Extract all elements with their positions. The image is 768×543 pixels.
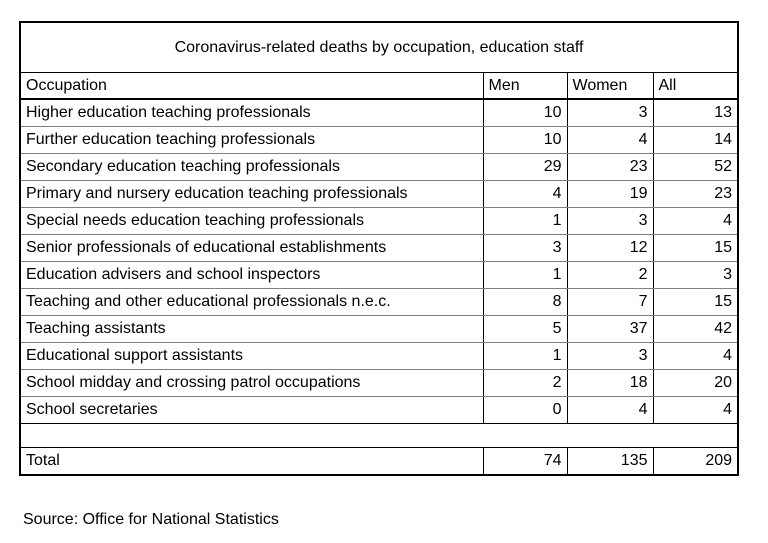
table-row xyxy=(20,315,738,342)
all-cell: 14 xyxy=(653,126,738,153)
total-all: 209 xyxy=(653,447,738,475)
all-cell: 15 xyxy=(653,234,738,261)
all-cell: 20 xyxy=(653,369,738,396)
table-row xyxy=(20,126,738,153)
women-cell: 12 xyxy=(567,234,653,261)
all-cell: 23 xyxy=(653,180,738,207)
men-cell: 4 xyxy=(483,180,567,207)
table-row xyxy=(20,99,738,126)
women-cell: 3 xyxy=(567,342,653,369)
table-row xyxy=(20,261,738,288)
column-header-all: All xyxy=(653,72,738,99)
women-cell: 18 xyxy=(567,369,653,396)
occupation-cell: Teaching and other educational professionals n.e.c. xyxy=(20,288,483,315)
women-cell: 3 xyxy=(567,207,653,234)
men-cell: 1 xyxy=(483,207,567,234)
total-men: 74 xyxy=(483,447,567,475)
men-cell: 2 xyxy=(483,369,567,396)
table-row xyxy=(20,396,738,423)
table-row xyxy=(20,153,738,180)
men-cell: 1 xyxy=(483,261,567,288)
men-cell: 5 xyxy=(483,315,567,342)
all-cell: 52 xyxy=(653,153,738,180)
women-cell: 23 xyxy=(567,153,653,180)
all-cell: 4 xyxy=(653,207,738,234)
header-row xyxy=(20,72,738,99)
occupation-cell: Primary and nursery education teaching professionals xyxy=(20,180,483,207)
men-cell: 10 xyxy=(483,99,567,126)
men-cell: 10 xyxy=(483,126,567,153)
spacer-cell xyxy=(20,423,738,447)
table-row xyxy=(20,180,738,207)
occupation-cell: Special needs education teaching professionals xyxy=(20,207,483,234)
all-cell: 13 xyxy=(653,99,738,126)
occupation-cell: Educational support assistants xyxy=(20,342,483,369)
column-header-occupation: Occupation xyxy=(20,72,483,99)
women-cell: 19 xyxy=(567,180,653,207)
source-caption: Source: Office for National Statistics xyxy=(23,511,279,528)
occupation-cell: School midday and crossing patrol occupations xyxy=(20,369,483,396)
occupation-cell: Higher education teaching professionals xyxy=(20,99,483,126)
all-cell: 4 xyxy=(653,396,738,423)
women-cell: 4 xyxy=(567,396,653,423)
women-cell: 4 xyxy=(567,126,653,153)
total-women: 135 xyxy=(567,447,653,475)
total-row xyxy=(20,447,738,475)
title-row xyxy=(20,22,738,72)
occupation-cell: Secondary education teaching professionals xyxy=(20,153,483,180)
deaths-table xyxy=(19,21,739,476)
occupation-cell: School secretaries xyxy=(20,396,483,423)
men-cell: 29 xyxy=(483,153,567,180)
women-cell: 2 xyxy=(567,261,653,288)
women-cell: 37 xyxy=(567,315,653,342)
occupation-cell: Teaching assistants xyxy=(20,315,483,342)
men-cell: 8 xyxy=(483,288,567,315)
men-cell: 3 xyxy=(483,234,567,261)
table-row xyxy=(20,207,738,234)
column-header-men: Men xyxy=(483,72,567,99)
occupation-cell: Further education teaching professionals xyxy=(20,126,483,153)
table-row xyxy=(20,288,738,315)
occupation-cell: Senior professionals of educational establishments xyxy=(20,234,483,261)
table-row xyxy=(20,369,738,396)
women-cell: 3 xyxy=(567,99,653,126)
all-cell: 3 xyxy=(653,261,738,288)
total-label: Total xyxy=(26,452,60,470)
occupation-cell: Education advisers and school inspectors xyxy=(20,261,483,288)
table-title: Coronavirus-related deaths by occupation, education staff xyxy=(20,22,738,72)
spacer-row xyxy=(20,423,738,447)
all-cell: 15 xyxy=(653,288,738,315)
men-cell: 1 xyxy=(483,342,567,369)
all-cell: 42 xyxy=(653,315,738,342)
all-cell: 4 xyxy=(653,342,738,369)
table-row xyxy=(20,342,738,369)
column-header-women: Women xyxy=(567,72,653,99)
men-cell: 0 xyxy=(483,396,567,423)
women-cell: 7 xyxy=(567,288,653,315)
table-row xyxy=(20,234,738,261)
